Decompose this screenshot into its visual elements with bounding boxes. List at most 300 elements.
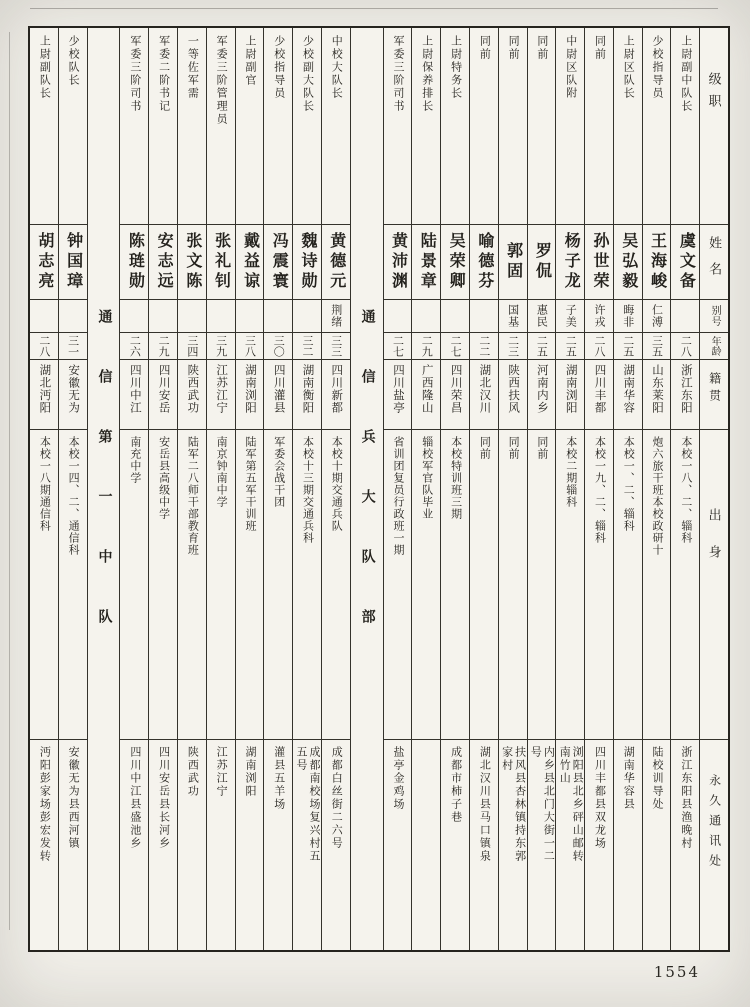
age-value: 二五 (621, 335, 634, 357)
person-column (498, 28, 527, 950)
address-cell (528, 740, 556, 950)
header-age-label: 年龄 (709, 336, 721, 356)
origin-value: 同前 (507, 436, 520, 460)
name-value: 魏诗勋 (299, 232, 317, 292)
address-cell (293, 740, 321, 950)
name-cell (59, 225, 87, 300)
age-value: 二八 (679, 335, 692, 357)
alias-value: 晦非 (621, 304, 634, 328)
rank-cell (322, 28, 350, 225)
rank-cell (556, 28, 584, 225)
origin-value: 本校特训班三期 (449, 436, 462, 520)
age-cell (322, 333, 350, 360)
rank-cell (120, 28, 148, 225)
native-place-value: 四川盐亭 (392, 364, 405, 414)
origin-value: 安岳县高级中学 (157, 436, 170, 520)
native-place-cell (585, 360, 613, 430)
native-place-cell (59, 360, 87, 430)
origin-cell (120, 430, 148, 740)
native-place-value: 湖南浏阳 (564, 364, 577, 414)
alias-cell (384, 300, 412, 333)
alias-cell (499, 300, 527, 333)
native-place-value: 湖北汉川 (478, 364, 491, 414)
alias-cell (207, 300, 235, 333)
name-value: 吴荣卿 (447, 232, 465, 292)
age-value: 三四 (185, 335, 198, 357)
header-origin-label: 出身 (706, 508, 722, 582)
origin-value: 辎校军官队毕业 (420, 436, 433, 520)
person-column (148, 28, 177, 950)
origin-value: 陆军第五军干训班 (243, 436, 256, 532)
person-column (670, 28, 699, 950)
section-title: 通信第一中队 (96, 309, 112, 669)
address-cell (499, 740, 527, 950)
address-value: 成都南校场复兴村五五号 (295, 746, 321, 863)
rank-value: 上尉特务长 (449, 35, 462, 100)
name-cell (207, 225, 235, 300)
rank-cell (149, 28, 177, 225)
name-value: 喻德芬 (475, 232, 493, 292)
person-column (321, 28, 350, 950)
age-cell (614, 333, 642, 360)
alias-cell (293, 300, 321, 333)
rank-cell (528, 28, 556, 225)
origin-value: 同前 (535, 436, 548, 460)
origin-cell (236, 430, 264, 740)
native-place-cell (499, 360, 527, 430)
rank-cell (264, 28, 292, 225)
age-value: 二五 (564, 335, 577, 357)
address-cell (322, 740, 350, 950)
name-value: 戴益谅 (241, 232, 259, 292)
rank-cell (178, 28, 206, 225)
origin-cell (322, 430, 350, 740)
section-title-cell (88, 28, 120, 950)
origin-cell (59, 430, 87, 740)
header-age-cell (700, 333, 728, 360)
address-cell (556, 740, 584, 950)
person-column (469, 28, 498, 950)
age-cell (585, 333, 613, 360)
alias-value: 子美 (564, 304, 577, 328)
name-cell (30, 225, 58, 300)
native-place-cell (643, 360, 671, 430)
address-value: 沔阳彭家场彭宏发转 (38, 746, 51, 863)
age-cell (59, 333, 87, 360)
origin-cell (643, 430, 671, 740)
native-place-cell (528, 360, 556, 430)
rank-value: 同前 (593, 35, 606, 61)
name-value: 张文陈 (183, 232, 201, 292)
rank-cell (412, 28, 440, 225)
rank-cell (470, 28, 498, 225)
address-cell (149, 740, 177, 950)
native-place-cell (264, 360, 292, 430)
name-value: 张礼钊 (212, 232, 230, 292)
header-rank-cell (700, 28, 728, 225)
address-value: 扶风县杏林镇持东郭家村 (500, 746, 526, 863)
name-cell (412, 225, 440, 300)
section-column (350, 28, 383, 950)
header-native-label: 籍贯 (707, 372, 722, 406)
address-cell (59, 740, 87, 950)
age-value: 二七 (391, 335, 404, 357)
native-place-cell (614, 360, 642, 430)
native-place-value: 四川丰都 (593, 364, 606, 414)
name-cell (178, 225, 206, 300)
alias-cell (30, 300, 58, 333)
name-cell (441, 225, 469, 300)
alias-cell (470, 300, 498, 333)
age-value: 二五 (535, 335, 548, 357)
name-value: 钟国璋 (64, 232, 82, 292)
name-cell (528, 225, 556, 300)
alias-cell (441, 300, 469, 333)
rank-cell (671, 28, 699, 225)
age-cell (412, 333, 440, 360)
age-value: 二九 (420, 335, 433, 357)
name-value: 胡志亮 (35, 232, 53, 292)
rank-value: 军委三阶管理员 (215, 35, 228, 126)
name-cell (149, 225, 177, 300)
alias-cell (412, 300, 440, 333)
rank-value: 上尉副队长 (38, 35, 51, 100)
rank-cell (441, 28, 469, 225)
age-cell (178, 333, 206, 360)
age-value: 二九 (157, 335, 170, 357)
age-cell (643, 333, 671, 360)
alias-value: 荆绪 (329, 304, 342, 328)
native-place-cell (556, 360, 584, 430)
name-value: 郭固 (504, 242, 522, 282)
address-value: 盐亭金鸡场 (392, 746, 405, 811)
origin-cell (30, 430, 58, 740)
origin-cell (614, 430, 642, 740)
age-value: 二三 (506, 335, 519, 357)
native-place-value: 江苏江宁 (215, 364, 228, 414)
address-cell (30, 740, 58, 950)
name-cell (643, 225, 671, 300)
rank-value: 少校指导员 (272, 35, 285, 100)
origin-cell (264, 430, 292, 740)
address-cell (614, 740, 642, 950)
origin-cell (528, 430, 556, 740)
native-place-value: 四川新都 (330, 364, 343, 414)
person-column (177, 28, 206, 950)
native-place-value: 湖南衡阳 (301, 364, 314, 414)
origin-cell (412, 430, 440, 740)
rank-value: 中校大队长 (330, 35, 343, 100)
address-value: 湖南华容县 (622, 746, 635, 811)
section-title: 通信兵大队部 (359, 309, 375, 669)
rank-cell (59, 28, 87, 225)
rank-value: 军委三阶司书 (392, 35, 405, 113)
age-cell (441, 333, 469, 360)
rank-cell (384, 28, 412, 225)
person-column (613, 28, 642, 950)
origin-cell (470, 430, 498, 740)
person-column (206, 28, 235, 950)
alias-cell (556, 300, 584, 333)
name-cell (470, 225, 498, 300)
name-cell (264, 225, 292, 300)
name-cell (671, 225, 699, 300)
rank-value: 军委三阶司书 (128, 35, 141, 113)
age-value: 二八 (592, 335, 605, 357)
alias-value: 仁溥 (650, 304, 663, 328)
origin-value: 本校十三期交通兵科 (301, 436, 314, 544)
alias-cell (322, 300, 350, 333)
native-place-value: 四川中江 (128, 364, 141, 414)
alias-cell (236, 300, 264, 333)
address-cell (585, 740, 613, 950)
address-value: 灌县五羊场 (272, 746, 285, 811)
person-column (119, 28, 148, 950)
alias-cell (614, 300, 642, 333)
age-cell (528, 333, 556, 360)
origin-value: 陆军二八师干部教育班 (186, 436, 199, 556)
origin-value: 本校一九、二、辎科 (593, 436, 606, 544)
origin-value: 本校二期辎科 (564, 436, 577, 508)
rank-value: 同前 (535, 35, 548, 61)
origin-value: 本校一、二、辎科 (622, 436, 635, 532)
origin-value: 省训团复员行政班一期 (392, 436, 405, 556)
person-column (440, 28, 469, 950)
page-number: 1554 (653, 963, 700, 981)
name-cell (585, 225, 613, 300)
address-value: 湖北汉川县马口镇泉 (478, 746, 491, 863)
person-column (411, 28, 440, 950)
age-cell (499, 333, 527, 360)
address-value: 浙江东阳县渔晚村 (679, 746, 692, 850)
native-place-value: 湖南华容 (622, 364, 635, 414)
native-place-value: 河南内乡 (535, 364, 548, 414)
rank-value: 同前 (478, 35, 491, 61)
age-value: 二八 (37, 335, 50, 357)
rank-value: 上尉副中队长 (679, 35, 692, 113)
alias-cell (178, 300, 206, 333)
rank-cell (207, 28, 235, 225)
native-place-value: 陕西武功 (186, 364, 199, 414)
age-value: 二二 (477, 335, 490, 357)
name-cell (384, 225, 412, 300)
native-place-cell (30, 360, 58, 430)
name-cell (499, 225, 527, 300)
native-place-cell (671, 360, 699, 430)
alias-cell (120, 300, 148, 333)
address-cell (643, 740, 671, 950)
origin-value: 本校一四、二、通信科 (67, 436, 80, 556)
name-value: 王海峻 (648, 232, 666, 292)
native-place-cell (384, 360, 412, 430)
address-value: 成都市柿子巷 (449, 746, 462, 824)
address-value: 内乡县北门大街一二号 (529, 746, 555, 863)
rank-cell (499, 28, 527, 225)
age-value: 二六 (128, 335, 141, 357)
header-name-label: 姓名 (707, 236, 723, 288)
section-column (87, 28, 120, 950)
alias-cell (59, 300, 87, 333)
address-cell (178, 740, 206, 950)
address-value: 安徽无为县西河镇 (67, 746, 80, 850)
age-cell (556, 333, 584, 360)
header-alias-cell (700, 300, 728, 333)
person-column (527, 28, 556, 950)
rank-value: 少校副大队长 (301, 35, 314, 113)
address-cell (441, 740, 469, 950)
scan-edge-line-left (9, 32, 10, 930)
address-value: 湖南浏阳 (243, 746, 256, 798)
native-place-value: 陕西扶风 (507, 364, 520, 414)
age-value: 三三 (329, 335, 342, 357)
native-place-value: 四川荣昌 (449, 364, 462, 414)
alias-cell (149, 300, 177, 333)
age-cell (207, 333, 235, 360)
origin-cell (149, 430, 177, 740)
native-place-value: 浙江东阳 (679, 364, 692, 414)
native-place-cell (293, 360, 321, 430)
origin-value: 南充中学 (128, 436, 141, 484)
header-origin-cell (700, 430, 728, 740)
native-place-value: 安徽无为 (67, 364, 80, 414)
person-column (584, 28, 613, 950)
native-place-cell (441, 360, 469, 430)
origin-value: 本校一八、二、辎科 (679, 436, 692, 544)
address-cell (207, 740, 235, 950)
header-name-cell (700, 225, 728, 300)
name-value: 黄德元 (327, 232, 345, 292)
person-column (30, 28, 58, 950)
personnel-roster-table (28, 26, 730, 952)
header-address-label: 永久通讯处 (707, 774, 722, 874)
origin-value: 本校十期交通兵队 (330, 436, 343, 532)
header-rank-label: 级职 (706, 72, 722, 116)
native-place-cell (120, 360, 148, 430)
origin-value: 南京钟南中学 (215, 436, 228, 508)
age-value: 三八 (243, 335, 256, 357)
rank-value: 上尉副官 (243, 35, 256, 87)
native-place-value: 四川安岳 (157, 364, 170, 414)
address-cell (671, 740, 699, 950)
origin-cell (207, 430, 235, 740)
rank-cell (585, 28, 613, 225)
origin-value: 同前 (478, 436, 491, 460)
person-column (555, 28, 584, 950)
section-title-cell (351, 28, 383, 950)
address-value: 江苏江宁 (215, 746, 228, 798)
origin-cell (178, 430, 206, 740)
native-place-cell (322, 360, 350, 430)
name-cell (293, 225, 321, 300)
name-value: 吴弘毅 (619, 232, 637, 292)
rank-value: 少校指导员 (651, 35, 664, 100)
name-value: 孙世荣 (590, 232, 608, 292)
rank-value: 少校队长 (67, 35, 80, 87)
name-value: 冯震寰 (270, 232, 288, 292)
origin-cell (441, 430, 469, 740)
age-cell (30, 333, 58, 360)
age-value: 三二 (301, 335, 314, 357)
name-cell (556, 225, 584, 300)
age-value: 三一 (66, 335, 79, 357)
age-cell (236, 333, 264, 360)
native-place-cell (149, 360, 177, 430)
header-address-cell (700, 740, 728, 950)
name-value: 罗侃 (533, 242, 551, 282)
origin-cell (585, 430, 613, 740)
address-value: 四川安岳县长河乡 (157, 746, 170, 850)
age-cell (384, 333, 412, 360)
alias-value: 国基 (506, 304, 519, 328)
alias-cell (528, 300, 556, 333)
person-column (642, 28, 671, 950)
header-native-cell (700, 360, 728, 430)
age-cell (293, 333, 321, 360)
alias-value: 许戎 (592, 304, 605, 328)
native-place-value: 四川灌县 (272, 364, 285, 414)
header-alias-label: 别号 (709, 305, 721, 327)
person-column (292, 28, 321, 950)
rank-cell (293, 28, 321, 225)
person-column (58, 28, 87, 950)
rank-cell (614, 28, 642, 225)
address-cell (120, 740, 148, 950)
header-column (699, 28, 728, 950)
address-cell (236, 740, 264, 950)
origin-value: 本校一八期通信科 (38, 436, 51, 532)
scan-edge-line-top (30, 8, 718, 9)
person-column (383, 28, 412, 950)
origin-cell (293, 430, 321, 740)
native-place-value: 山东莱阳 (651, 364, 664, 414)
age-cell (470, 333, 498, 360)
name-value: 黄沛渊 (389, 232, 407, 292)
native-place-value: 湖北沔阳 (38, 364, 51, 414)
native-place-cell (207, 360, 235, 430)
native-place-value: 湖南浏阳 (243, 364, 256, 414)
age-cell (264, 333, 292, 360)
name-value: 杨子龙 (562, 232, 580, 292)
age-cell (671, 333, 699, 360)
name-value: 安志远 (155, 232, 173, 292)
alias-cell (264, 300, 292, 333)
address-cell (264, 740, 292, 950)
name-cell (614, 225, 642, 300)
origin-cell (671, 430, 699, 740)
age-value: 三〇 (272, 335, 285, 357)
rank-cell (236, 28, 264, 225)
origin-cell (384, 430, 412, 740)
native-place-cell (470, 360, 498, 430)
age-cell (120, 333, 148, 360)
address-cell (384, 740, 412, 950)
address-value: 浏阳县北乡砰山邮转南竹山 (558, 746, 584, 863)
address-value: 陕西武功 (186, 746, 199, 798)
origin-cell (499, 430, 527, 740)
age-value: 三九 (214, 335, 227, 357)
native-place-cell (412, 360, 440, 430)
native-place-cell (236, 360, 264, 430)
rank-cell (30, 28, 58, 225)
alias-cell (643, 300, 671, 333)
alias-cell (585, 300, 613, 333)
address-value: 成都白丝街二六号 (330, 746, 343, 850)
origin-value: 军委会战干团 (272, 436, 285, 508)
native-place-cell (178, 360, 206, 430)
rank-value: 上尉区队长 (622, 35, 635, 100)
address-value: 陆校训导处 (651, 746, 664, 811)
name-cell (120, 225, 148, 300)
